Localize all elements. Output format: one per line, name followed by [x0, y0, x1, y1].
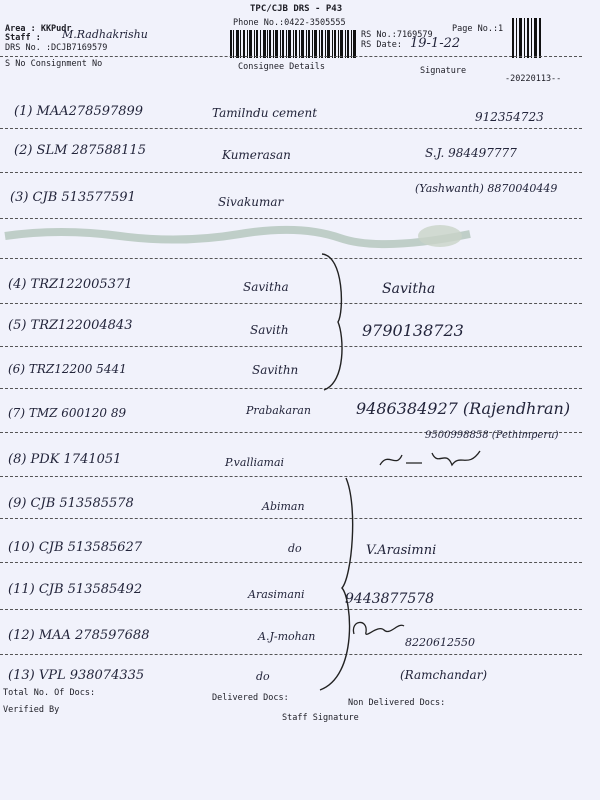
- phone-number: Phone No.:0422-3505555: [233, 18, 346, 28]
- consignee-name: Sivakumar: [218, 195, 284, 209]
- signature-text: 9500998858 (Pethimperu): [425, 430, 559, 441]
- consignee-name: A.J-mohan: [258, 630, 316, 643]
- consignee-name: Prabakaran: [246, 404, 311, 417]
- total-docs-label: Total No. Of Docs:: [3, 688, 96, 698]
- consignment-number: (6) TRZ12200 5441: [8, 362, 127, 376]
- consignment-number: (1) MAA278597899: [14, 104, 144, 119]
- signature-text: S.J. 984497777: [425, 146, 517, 160]
- signature-text: 9443877578: [345, 591, 435, 607]
- staff-label: Staff :: [5, 33, 41, 43]
- consignment-number: (2) SLM 287588115: [14, 143, 146, 158]
- consignee-name: P.valliamai: [225, 456, 285, 469]
- barcode-icon: [512, 18, 542, 58]
- consignment-number: (8) PDK 1741051: [8, 452, 122, 467]
- consignee-name: Arasimani: [248, 588, 305, 601]
- page-number: Page No.:1: [452, 24, 504, 34]
- column-header-consignment: S No Consignment No: [5, 59, 103, 69]
- rs-number: RS No.:7169579: [361, 30, 433, 40]
- header-divider: [0, 56, 582, 57]
- signature-text: 9790138723: [362, 321, 464, 340]
- column-header-signature: Signature: [420, 66, 467, 76]
- consignee-name: Abiman: [262, 500, 305, 513]
- signature-scribble: [376, 445, 496, 473]
- consignment-number: (13) VPL 938074335: [8, 668, 145, 683]
- consignee-name: do: [288, 542, 302, 555]
- rs-date: 19-1-22: [410, 36, 461, 51]
- consignment-number: (5) TRZ122004843: [8, 318, 133, 333]
- signature-text: Savitha: [382, 281, 436, 297]
- consignment-number: (4) TRZ122005371: [8, 277, 133, 292]
- signature-text: (Yashwanth) 8870040449: [415, 182, 558, 195]
- document-title: TPC/CJB DRS - P43: [250, 4, 343, 14]
- signature-text: (Ramchandar): [400, 668, 488, 682]
- signature-text: 912354723: [475, 110, 544, 124]
- non-delivered-docs-label: Non Delivered Docs:: [348, 698, 446, 708]
- barcode-icon: [230, 30, 356, 58]
- delivered-docs-label: Delivered Docs:: [212, 693, 289, 703]
- consignee-name: Savitha: [243, 280, 289, 294]
- group-brace: [318, 252, 352, 392]
- drs-number: DRS No. :DCJB7169579: [5, 43, 108, 53]
- area-label: Area : KKPudr: [5, 24, 72, 34]
- consignee-name: do: [256, 670, 270, 683]
- staff-signature-label: Staff Signature: [282, 713, 359, 723]
- verified-by-label: Verified By: [3, 705, 60, 715]
- consignment-number: (7) TMZ 600120 89: [8, 406, 127, 420]
- consignment-number: (12) MAA 278597688: [8, 628, 150, 643]
- date-stamp: -20220113--: [505, 74, 562, 84]
- rs-date-label: RS Date:: [361, 40, 402, 50]
- group-brace: [316, 476, 360, 694]
- signature-text: 9486384927 (Rajendhran): [356, 399, 571, 418]
- consignment-number: (9) CJB 513585578: [8, 496, 134, 511]
- signature-text: 8220612550: [405, 636, 475, 649]
- consignee-name: Savithn: [252, 363, 299, 377]
- consignment-number: (11) CJB 513585492: [8, 582, 143, 597]
- signature-text: V.Arasimni: [366, 543, 437, 558]
- consignee-name: Savith: [250, 323, 289, 337]
- consignment-number: (10) CJB 513585627: [8, 540, 143, 555]
- column-header-consignee: Consignee Details: [238, 62, 325, 72]
- consignee-name: Tamilndu cement: [212, 106, 318, 120]
- consignment-number: (3) CJB 513577591: [10, 190, 136, 205]
- consignee-name: Kumerasan: [222, 148, 291, 162]
- ink-smudge: [0, 222, 600, 252]
- staff-name: M.Radhakrishu: [62, 28, 148, 41]
